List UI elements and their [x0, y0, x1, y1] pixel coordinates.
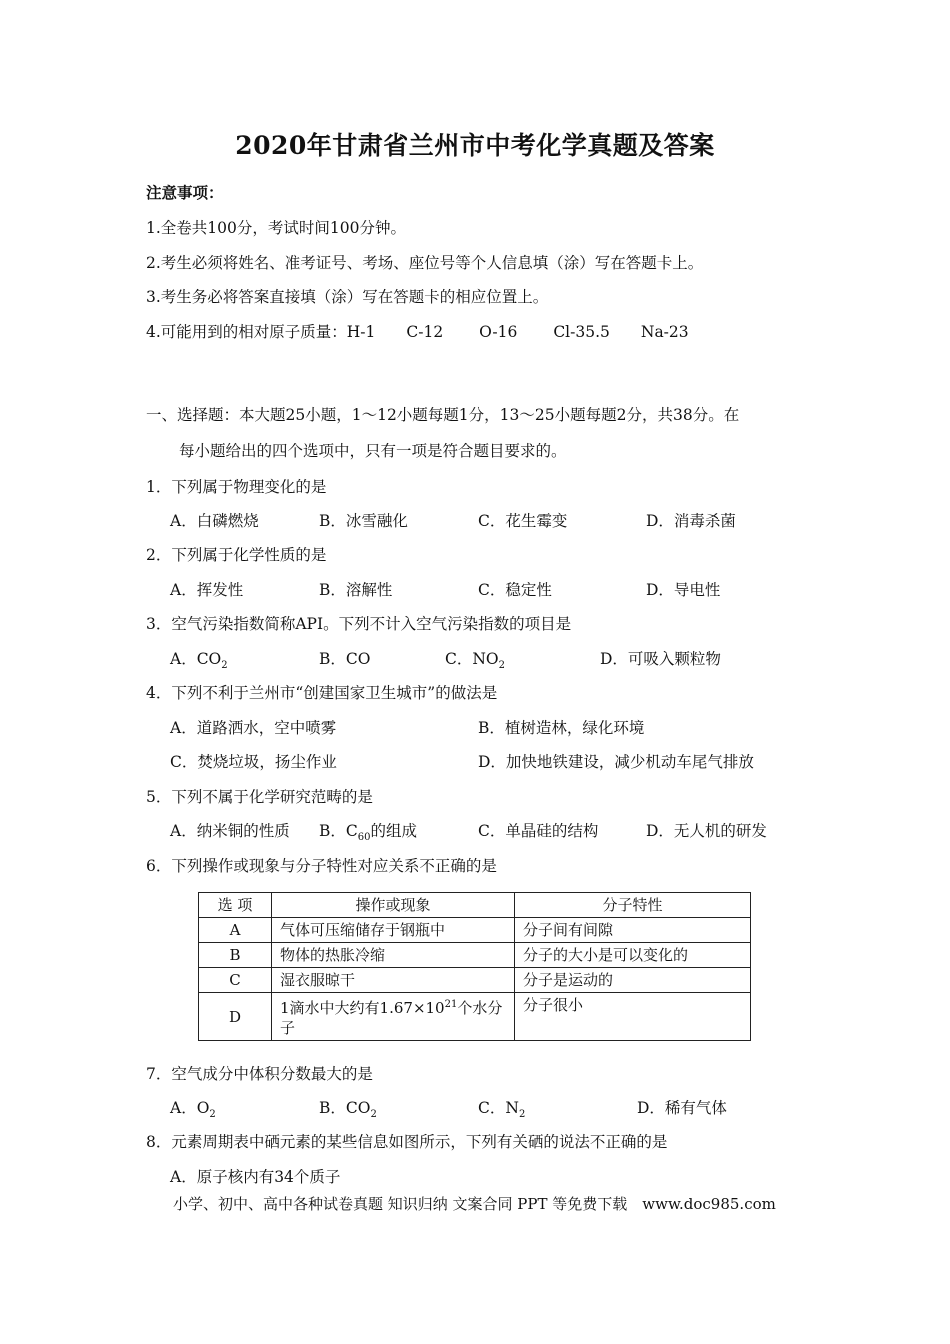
- table-cell: 分子很小: [515, 993, 751, 1041]
- option-b: B．CO: [319, 650, 371, 668]
- table-cell: D: [199, 993, 272, 1041]
- table-cell: 气体可压缩储存于钢瓶中: [272, 918, 515, 943]
- page-title: 2020年甘肃省兰州市中考化学真题及答案: [235, 131, 715, 160]
- option-a: A．挥发性: [170, 581, 244, 599]
- option-b: B．溶解性: [319, 581, 393, 599]
- notice-item: 2.考生必须将姓名、准考证号、考场、座位号等个人信息填（涂）写在答题卡上。: [146, 254, 704, 272]
- table-header-cell: 操作或现象: [272, 893, 515, 918]
- question-stem: 8．元素周期表中硒元素的某些信息如图所示，下列有关硒的说法不正确的是: [146, 1133, 668, 1151]
- table-cell: 分子的大小是可以变化的: [515, 943, 751, 968]
- option-d: D．无人机的研发: [646, 822, 767, 840]
- option-d: D．可吸入颗粒物: [600, 650, 721, 668]
- page-footer: 小学、初中、高中各种试卷真题 知识归纳 文案合同 PPT 等免费下载 www.doc985.com: [173, 1195, 776, 1213]
- option-d: D．导电性: [646, 581, 721, 599]
- molecule-property-table: [198, 892, 751, 1041]
- notice-item: 1.全卷共100分，考试时间100分钟。: [146, 219, 406, 237]
- option-a: A．纳米铜的性质: [170, 822, 290, 840]
- option-a: A．$CO_2$: [170, 650, 228, 672]
- question-stem: 2．下列属于化学性质的是: [146, 546, 327, 564]
- table-cell: C: [199, 968, 272, 993]
- option-a: A．道路洒水，空中喷雾: [170, 719, 337, 737]
- table-cell: A: [199, 918, 272, 943]
- question-stem: 5．下列不属于化学研究范畴的是: [146, 788, 373, 806]
- table-cell: B: [199, 943, 272, 968]
- notice-item: 4.可能用到的相对原子质量：H-1 C-12 O-16 Cl-35.5 Na-23: [146, 323, 689, 341]
- option-a: A．白磷燃烧: [170, 512, 259, 530]
- table-header-row: [199, 893, 751, 918]
- table-header-cell: 选 项: [199, 893, 272, 918]
- question-stem: 4．下列不利于兰州市“创建国家卫生城市”的做法是: [146, 684, 498, 702]
- question-stem: 3．空气污染指数简称API。下列不计入空气污染指数的项目是: [146, 615, 572, 633]
- option-c: C．稳定性: [478, 581, 552, 599]
- table-row: [199, 993, 751, 1041]
- table-cell: 1滴水中大约有$1.67\times 10^{21}$个水分子: [272, 993, 515, 1041]
- option-b: B．$CO_2$: [319, 1099, 377, 1121]
- option-a: A．原子核内有34个质子: [170, 1168, 341, 1186]
- table-row: [199, 943, 751, 968]
- option-d: D．加快地铁建设，减少机动车尾气排放: [478, 753, 754, 771]
- question-stem: 7．空气成分中体积分数最大的是: [146, 1065, 373, 1083]
- option-c: C．$N_2$: [478, 1099, 526, 1121]
- option-d: D．稀有气体: [637, 1099, 727, 1117]
- notice-heading: 注意事项：: [146, 183, 224, 202]
- question-stem: 1．下列属于物理变化的是: [146, 478, 327, 496]
- option-b: B．冰雪融化: [319, 512, 408, 530]
- question-stem: 6．下列操作或现象与分子特性对应关系不正确的是: [146, 857, 497, 875]
- table-row: [199, 918, 751, 943]
- notice-item: 3.考生务必将答案直接填（涂）写在答题卡的相应位置上。: [146, 288, 549, 306]
- option-b: B．植树造林，绿化环境: [478, 719, 645, 737]
- table-cell: 分子是运动的: [515, 968, 751, 993]
- table-row: [199, 968, 751, 993]
- table-cell: 湿衣服晾干: [272, 968, 515, 993]
- option-c: C．单晶硅的结构: [478, 822, 599, 840]
- table-cell: 分子间有间隙: [515, 918, 751, 943]
- option-c: C．$NO_2$: [445, 650, 506, 672]
- option-b: B．$C_{60}$的组成: [319, 822, 418, 844]
- option-d: D．消毒杀菌: [646, 512, 736, 530]
- section-heading-cont: 每小题给出的四个选项中，只有一项是符合题目要求的。: [179, 442, 567, 460]
- option-c: C．花生霉变: [478, 512, 568, 530]
- section-heading: 一、选择题：本大题25小题，1～12小题每题1分，13～25小题每题2分，共38分。在: [146, 406, 740, 424]
- option-c: C．焚烧垃圾，扬尘作业: [170, 753, 337, 771]
- table-header-cell: 分子特性: [515, 893, 751, 918]
- option-a: A．$O_2$: [170, 1099, 216, 1121]
- table-cell: 物体的热胀冷缩: [272, 943, 515, 968]
